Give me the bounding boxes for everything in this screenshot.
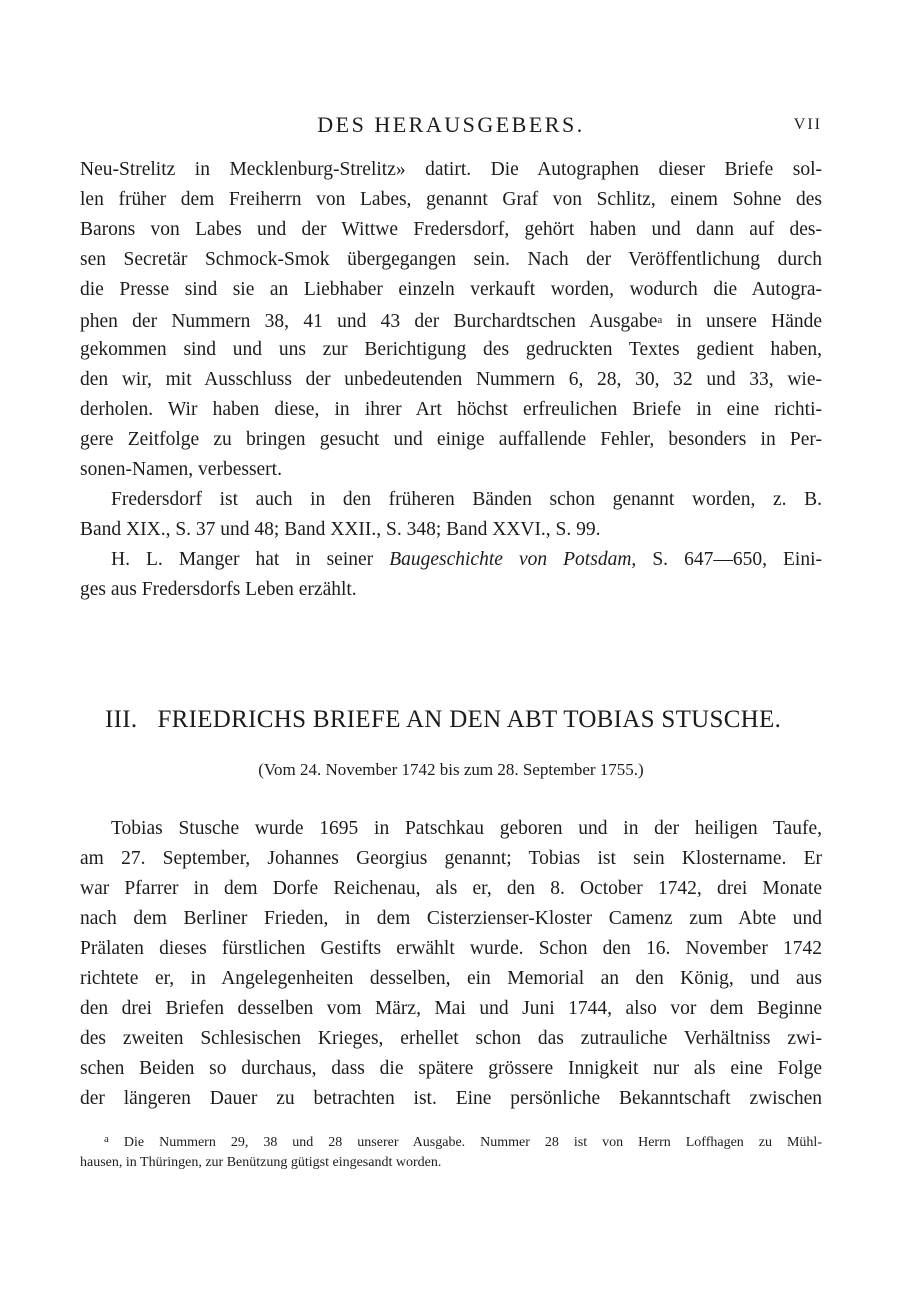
text-line [80, 545, 822, 575]
text-line: len früher dem Freiherrn von Labes, genannt Graf von Schlitz, einem Sohne des [80, 189, 822, 210]
text-line: Band XIX., S. 37 und 48; Band XXII., S. 348; Band XXVI., S. 99. [80, 519, 601, 540]
footnote-line [80, 1128, 822, 1151]
text-line: Prälaten dieses fürstlichen Gestifts erwählt wurde. Schon den 16. November 1742 [80, 938, 822, 959]
text-line: gekommen sind und uns zur Berichtigung des gedruckten Textes gedient haben, [80, 339, 822, 360]
section-number: III. [105, 706, 138, 733]
text-line: die Presse sind sie an Liebhaber einzeln verkauft worden, wodurch die Autogra- [80, 279, 822, 300]
text-line: richtete er, in Angelegenheiten desselben, ein Memorial an den König, und aus [80, 968, 822, 989]
text-line: am 27. September, Johannes Georgius genannt; Tobias ist sein Klostername. Er [80, 848, 822, 869]
page-number: VII [793, 116, 822, 133]
text-line: derholen. Wir haben diese, in ihrer Art höchst erfreulichen Briefe in eine richti- [80, 399, 822, 420]
text-line: den wir, mit Ausschluss der unbedeutenden Nummern 6, 28, 30, 32 und 33, wie- [80, 369, 822, 390]
footnote-line: hausen, in Thüringen, zur Benützung gütigst eingesandt worden. [80, 1155, 442, 1170]
text-line: des zweiten Schlesischen Krieges, erhellet schon das zutrauliche Verhältniss zwi- [80, 1028, 822, 1049]
paragraph-fredersdorf-autographs [80, 155, 822, 485]
text-segment: S. 647—650, Eini- [636, 549, 822, 570]
text-line: Tobias Stusche wurde 1695 in Patschkau geboren und in der heiligen Taufe, [111, 818, 822, 839]
paragraph-tobias-stusche [80, 814, 822, 1114]
section-title: FRIEDRICHS BRIEFE AN DEN ABT TOBIAS STUSCHE. [157, 706, 782, 733]
text-line: sen Secretär Schmock-Smok übergegangen sein. Nach der Veröffentlichung durch [80, 249, 822, 270]
running-head: DES HERAUSGEBERS. [317, 112, 585, 137]
text-line: schen Beiden so durchaus, dass die spätere grössere Innigkeit nur als eine Folge [80, 1058, 822, 1079]
text-line-with-footnote-ref [80, 305, 822, 335]
paragraph-manger [80, 545, 822, 605]
text-line: gere Zeitfolge zu bringen gesucht und einige auffallende Fehler, besonders in Per- [80, 429, 822, 450]
text-segment: H. L. Manger hat in seiner [111, 549, 390, 570]
text-line: ges aus Fredersdorfs Leben erzählt. [80, 579, 357, 600]
text-line: nach dem Berliner Frieden, in dem Cisterzienser-Kloster Camenz zum Abte und [80, 908, 822, 929]
footnote [80, 1128, 822, 1174]
text-line: der längeren Dauer zu betrachten ist. Eine persönliche Bekanntschaft zwischen [80, 1088, 822, 1109]
text-segment: in unsere Hände [662, 311, 823, 332]
footnote-marker: a [104, 1133, 109, 1145]
paragraph-earlier-volumes [80, 485, 822, 545]
text-line: Fredersdorf ist auch in den früheren Bänden schon genannt worden, z. B. [111, 489, 822, 510]
page-header [80, 112, 822, 142]
text-segment: phen der Nummern 38, 41 und 43 der Burchardtschen Ausgabe [80, 311, 658, 332]
text-line: war Pfarrer in dem Dorfe Reichenau, als er, den 8. October 1742, drei Monate [80, 878, 822, 899]
text-line: den drei Briefen desselben vom März, Mai und Juni 1744, also vor dem Beginne [80, 998, 822, 1019]
footnote-ref: a [657, 314, 663, 326]
book-title: Baugeschichte von Potsdam, [389, 549, 637, 570]
text-line: Neu-Strelitz in Mecklenburg-Strelitz» datirt. Die Autographen dieser Briefe sol- [80, 159, 822, 180]
text-line: sonen-Namen, verbessert. [80, 459, 282, 480]
text-line: Barons von Labes und der Wittwe Fredersdorf, gehört haben und dann auf des- [80, 219, 822, 240]
text-segment: Die Nummern 29, 38 und 28 unserer Ausgabe. Nummer 28 ist von Herrn Loffhagen zu Mühl- [108, 1135, 822, 1150]
section-heading [80, 706, 822, 734]
section-date-range: (Vom 24. November 1742 bis zum 28. September 1755.) [258, 760, 644, 779]
